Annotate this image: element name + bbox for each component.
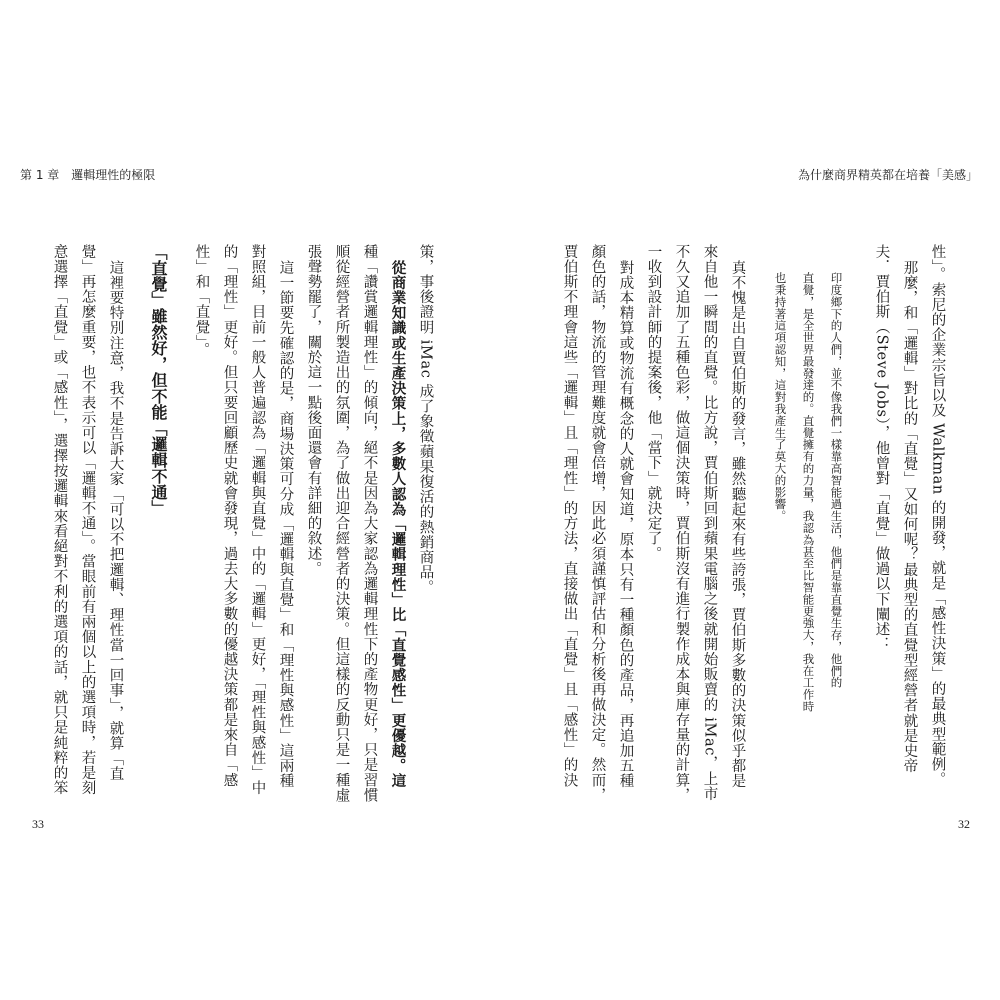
text-column: 策，事後證明 iMac 成了象徵蘋果復活的熱銷商品。 [417, 244, 434, 596]
page-number-left: 33 [32, 817, 44, 831]
text-column: 意選擇「直覺」或「感性」，選擇按邏輯來看絕對不利的選項的話，就只是純粹的笨 [51, 244, 68, 796]
text-column: 種「讚賞邏輯理性」的傾向，絕不是因為大家認為邏輯理性下的產物更好，只是習慣 [361, 244, 378, 803]
text-column: 性」和「直覺」。 [193, 244, 210, 358]
text-column: 對成本精算或物流有概念的人就會知道，原本只有一種顏色的產品，再追加五種 [617, 260, 634, 789]
text-column: 真不愧是出自賈伯斯的發言，雖然聽起來有些誇張，賈伯斯多數的決策似乎都是 [729, 260, 746, 789]
text-column: 的「理性」更好。但只要回顧歷史就會發現，過去大多數的優越決策都是來自「感 [221, 244, 238, 788]
text-column: 不久又追加了五種色彩，做這個決策時，賈伯斯沒有進行製作成本與庫存量的計算， [673, 244, 690, 803]
section-heading: 「直覺」雖然好，但不能「邏輯不通」 [149, 244, 168, 516]
text-column: 賈伯斯不理會這些「邏輯」且「理性」的方法，直接做出「直覺」且「感性」的決 [561, 244, 578, 788]
text-column: 顏色的話，物流的管理難度就會倍增，因此必須謹慎評估和分析後再做決定。然而， [589, 244, 606, 803]
quote-column: 印度鄉下的人們，並不像我們一樣靠高智能過生活，他們是靠直覺生存，他們的 [829, 272, 844, 689]
quote-column: 也秉持著這項認知，這對我產生了莫大的影響。 [773, 272, 788, 522]
text-column: 對照組，目前一般人普遍認為「邏輯與直覺」中的「邏輯」更好，「理性與感性」中 [249, 244, 266, 796]
text-column: 性」。索尼的企業宗旨以及 Walkman 的開發，就是「感性決策」的最典型範例。 [929, 244, 946, 787]
text-column: 夫．賈伯斯（Steve Jobs），他曾對「直覺」做過以下闡述： [873, 244, 890, 652]
page-number-right: 32 [958, 817, 970, 831]
text-column: 覺」再怎麼重要，也不表示可以「邏輯不通」。當眼前有兩個以上的選項時，若是刻 [79, 244, 96, 796]
text-column: 一收到設計師的提案後，他「當下」就決定了。 [645, 244, 662, 562]
text-column: 這一節要先確認的是，商場決策可分成「邏輯與直覺」和「理性與感性」這兩種 [277, 260, 294, 789]
quote-column: 直覺，是全世界最發達的。直覺擁有的力量，我認為甚至比智能更強大，我在工作時 [801, 272, 816, 713]
running-head-book-title: 為什麼商界精英都在培養「美感」 [797, 168, 978, 182]
text-column: 來自他一瞬間的直覺。比方說，賈伯斯回到蘋果電腦之後就開始販賣的 iMac，上市 [701, 244, 718, 802]
running-head-chapter: 第 1 章 邏輯理性的極限 [20, 168, 156, 182]
text-column: 從商業知識或生產決策上，多數人認為「邏輯理性」比「直覺感性」更優越。這 [389, 260, 407, 789]
text-column: 那麼，和「邏輯」對比的「直覺」又如何呢？最典型的直覺型經營者就是史帝 [901, 260, 918, 774]
text-column: 這裡要特別注意，我不是告訴大家「可以不把邏輯、理性當一回事」，就算「直 [107, 260, 124, 782]
text-column: 順從經營者所製造出的氛圍，為了做出迎合經營者的決策。但這樣的反動只是一種虛 [333, 244, 350, 803]
text-column: 張聲勢罷了，關於這一點後面還會有詳細的敘述。 [305, 244, 322, 577]
